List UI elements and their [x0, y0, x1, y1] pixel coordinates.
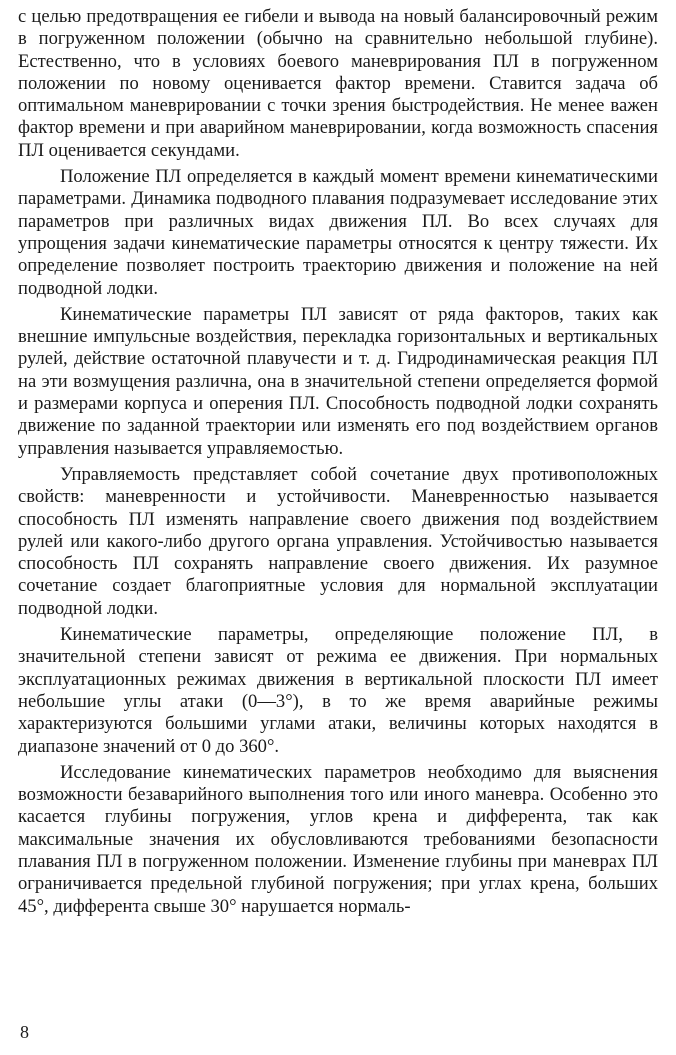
paragraph: Кинематические параметры ПЛ зависят от ряда факторов, таких как внешние импульсные воздействия, перекладка горизонтальных и вертикальных рулей, действие остаточной плавучести и т. д. Гидродинамическая реакция ПЛ на эти возмущения различна, она в значительной степени определяется формой и размерами корпуса и оперения ПЛ. Способность подводной лодки сохранять движение по заданной траектории или изменять его под воздействием органов управления называется управляемостью.: [18, 303, 658, 459]
paragraph-continuation: с целью предотвращения ее гибели и вывода на новый балансировочный режим в погруженном положении (обычно на сравнительно небольшой глубине). Естественно, что в условиях боевого маневрирования ПЛ в погруженном положении по новому оценивается фактор времени. Ставится задача об оптимальном маневрировании с точки зрения быстродействия. Не менее важен фактор времени и при аварийном маневрировании, когда возможность спасения ПЛ оценивается секундами.: [18, 6, 658, 161]
page-number: 8: [20, 1022, 29, 1042]
document-page: [18, 6, 658, 918]
paragraph: Исследование кинематических параметров необходимо для выяснения возможности безаварийного выполнения того или иного маневра. Особенно это касается глубины погружения, углов крена и дифферента, так как максимальные значения их обусловливаются требованиями безопасности плавания ПЛ в погруженном положении. Изменение глубины при маневрах ПЛ ограничивается предельной глубиной погружения; при углах крена, больших 45°, дифферента свыше 30° нарушается нормаль-: [18, 761, 658, 917]
paragraph: Управляемость представляет собой сочетание двух противоположных свойств: маневренности и устойчивости. Маневренностью называется способность ПЛ изменять направление своего движения под воздействием рулей или какого-либо другого органа управления. Устойчивостью называется способность ПЛ сохранять направление своего движения. Их разумное сочетание создает благоприятные условия для нормальной эксплуатации подводной лодки.: [18, 463, 658, 619]
paragraph: Положение ПЛ определяется в каждый момент времени кинематическими параметрами. Динамика подводного плавания подразумевает исследование этих параметров при различных видах движения ПЛ. Во всех случаях для упрощения задачи кинематические параметры относятся к центру тяжести. Их определение позволяет построить траекторию движения и положение на ней подводной лодки.: [18, 166, 658, 299]
paragraph: Кинематические параметры, определяющие положение ПЛ, в значительной степени зависят от режима ее движения. При нормальных эксплуатационных режимах движения в вертикальной плоскости ПЛ имеет небольшие углы атаки (0—3°), в то же время аварийные режимы характеризуются большими углами атаки, величины которых находятся в диапазоне значений от 0 до 360°.: [18, 624, 658, 757]
